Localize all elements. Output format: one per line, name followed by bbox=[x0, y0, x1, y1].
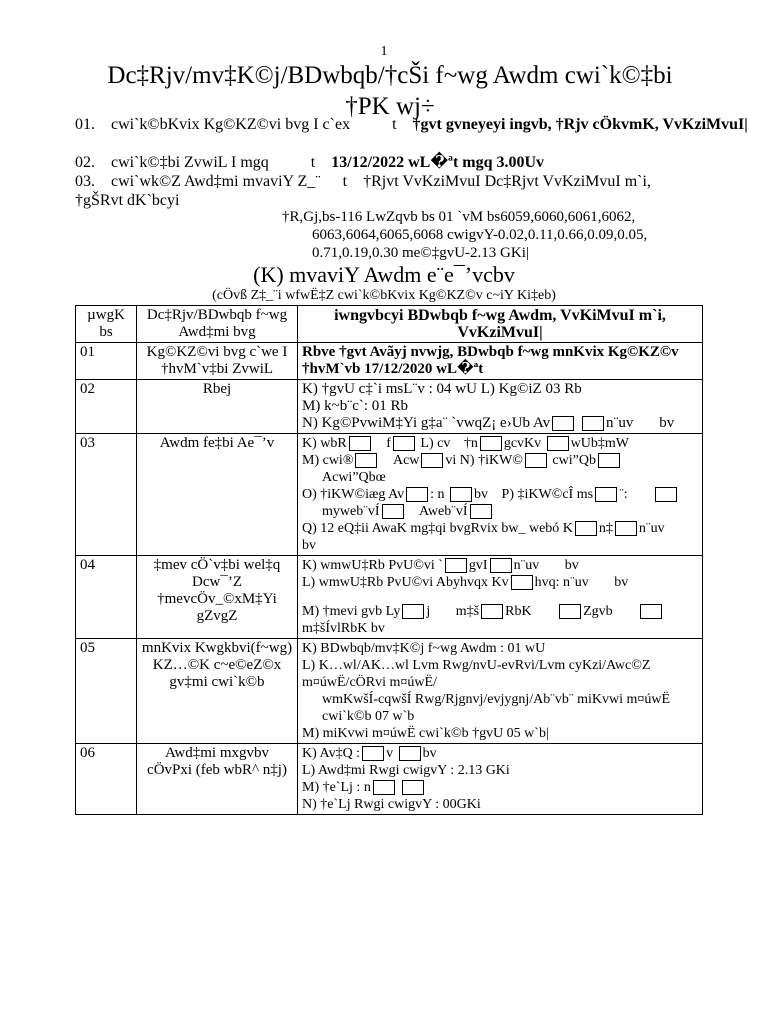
detail-line: †hvM`vb 17/12/2020 wL�ªt bbox=[302, 361, 484, 377]
checkbox[interactable] bbox=[470, 504, 492, 519]
table-header-row bbox=[76, 306, 703, 343]
checkbox[interactable] bbox=[373, 780, 395, 795]
detail-line: M) miKvwi m¤úwË cwi`k©b †gvU 05 w`b| bbox=[302, 726, 549, 741]
inspection-table bbox=[75, 305, 703, 815]
plot-info bbox=[282, 208, 647, 262]
checkbox[interactable] bbox=[399, 746, 421, 761]
table-row bbox=[76, 556, 703, 639]
table-row bbox=[76, 434, 703, 556]
item-value: †Rjvt VvKziMvuI Dc‡Rjvt VvKziMvuI m`i, †gŠRvt dK`bcyi bbox=[75, 173, 651, 209]
row-number: 03 bbox=[76, 434, 137, 556]
plot-line-3: 0.71,0.19,0.30 me©‡gvU-2.13 GKi| bbox=[312, 245, 529, 261]
info-item-2 bbox=[75, 153, 544, 172]
detail-line: K) †gvU c‡`i msL¨v : 04 wU L) Kg©iZ 03 Rb bbox=[302, 381, 582, 397]
info-item-1 bbox=[75, 115, 768, 134]
table-row bbox=[76, 744, 703, 815]
detail-line: Acwi”Qbœ bbox=[322, 470, 386, 485]
detail-line: M) †e`Lj : n bbox=[302, 779, 698, 796]
header-office: Dc‡Rjv/BDwbqb f~wg Awd‡mi bvg bbox=[137, 306, 298, 343]
row-details bbox=[298, 434, 703, 556]
checkbox[interactable] bbox=[393, 436, 415, 451]
item-number: 01. bbox=[75, 116, 95, 133]
detail-line: M) cwi® Acw vi N) †iKW© cwi”Qb bbox=[302, 452, 698, 469]
checkbox[interactable] bbox=[445, 558, 467, 573]
detail-line: K) Av‡Q : v bv bbox=[302, 746, 437, 761]
checkbox[interactable] bbox=[595, 487, 617, 502]
row-number: 02 bbox=[76, 380, 137, 434]
detail-line: M) k~b¨c`: 01 Rb bbox=[302, 398, 409, 414]
detail-line: K) BDwbqb/mv‡K©j f~wg Awdm : 01 wU bbox=[302, 641, 546, 656]
table-row bbox=[76, 639, 703, 744]
checkbox[interactable] bbox=[450, 487, 472, 502]
item-label: cwi`k©bKvix Kg©KZ©vi bvg I c`ex bbox=[111, 116, 351, 133]
checkbox[interactable] bbox=[362, 746, 384, 761]
item-label: cwi`k©‡bi ZvwiL I mgq bbox=[111, 154, 269, 171]
document-title bbox=[40, 60, 740, 122]
checkbox[interactable] bbox=[349, 436, 371, 451]
checkbox[interactable] bbox=[559, 604, 581, 619]
checkbox[interactable] bbox=[547, 436, 569, 451]
checkbox[interactable] bbox=[582, 416, 604, 431]
checkbox[interactable] bbox=[382, 504, 404, 519]
checkbox[interactable] bbox=[598, 453, 620, 468]
detail-line: L) Awd‡mi Rwgi cwigvY : 2.13 GKi bbox=[302, 763, 510, 778]
detail-line: wmKwšÍ-cqwšÍ Rwg/Rjgnvj/evjygnj/Ab¨vb¨ miKvwi m¤úwË cwi`k©b 07 w`b bbox=[322, 692, 671, 724]
row-details bbox=[298, 343, 703, 380]
title-line-1: Dc‡Rjv/mv‡K©j/BDwbqb/†cŠi f~wg Awdm cwi`k©‡bi bbox=[107, 62, 673, 89]
checkbox[interactable] bbox=[552, 416, 574, 431]
item-sep: t bbox=[310, 154, 316, 171]
checkbox[interactable] bbox=[575, 521, 597, 536]
detail-line: Q) 12 eQ‡ii AwaK mg‡qi bvgRvix bw_ webó K n‡ n¨uv bbox=[302, 521, 665, 536]
checkbox[interactable] bbox=[525, 453, 547, 468]
plot-line-2: 6063,6064,6065,6068 cwigvY-0.02,0.11,0.66,0.09,0.05, bbox=[312, 227, 648, 243]
detail-line: myweb¨vÍ Aweb¨vÍ bbox=[302, 503, 698, 520]
row-description: Rbej bbox=[137, 380, 298, 434]
row-details bbox=[298, 556, 703, 639]
checkbox[interactable] bbox=[490, 558, 512, 573]
item-number: 03. bbox=[75, 173, 95, 190]
checkbox[interactable] bbox=[640, 604, 662, 619]
checkbox[interactable] bbox=[421, 453, 443, 468]
checkbox[interactable] bbox=[481, 604, 503, 619]
detail-line: N) †e`Lj Rwgi cwigvY : 00GKi bbox=[302, 797, 481, 812]
detail-line: L) wmwU‡Rb PvU©vi Abyhvqx Kv hvq: n¨uv bv bbox=[302, 575, 629, 590]
row-description: Awdm fe‡bi Ae¯’v bbox=[137, 434, 298, 556]
item-number: 02. bbox=[75, 154, 95, 171]
detail-line: N) Kg©PvwiM‡Yi g‡a¨ `vwqZ¡ e›Ub Av n¨uv bv bbox=[302, 415, 675, 431]
item-sep: t bbox=[392, 116, 397, 133]
item-value: 13/12/2022 wL�ªt mgq 3.00Uv bbox=[331, 154, 545, 171]
page-number: 1 bbox=[380, 44, 388, 59]
item-sep: t bbox=[342, 173, 348, 190]
detail-line: m‡šÍvlRbK bv bbox=[302, 621, 385, 636]
plot-line-1: †R,Gj,bs-116 LwZqvb bs 01 `vM bs6059,6060,6061,6062, bbox=[282, 209, 636, 225]
item-label: cwi`wk©Z Awd‡mi mvaviY Z_¨ bbox=[111, 173, 321, 190]
row-number: 01 bbox=[76, 343, 137, 380]
info-item-3 bbox=[75, 172, 695, 210]
row-details bbox=[298, 639, 703, 744]
detail-line: Rbve †gvt Avãyj nvwjg, BDwbqb f~wg mnKvix Kg©KZ©v bbox=[302, 344, 679, 360]
checkbox[interactable] bbox=[615, 521, 637, 536]
checkbox[interactable] bbox=[655, 487, 677, 502]
detail-line: K) wbR f L) cv †n gcvKv wUb‡mW bbox=[302, 436, 629, 451]
detail-line: O) †iKW©iæg Av : n bv P) ‡iKW©cÎ ms ¨: bbox=[302, 486, 698, 503]
row-details bbox=[298, 744, 703, 815]
checkbox[interactable] bbox=[511, 575, 533, 590]
row-description: Awd‡mi mxgvbv cÖvPxi (feb wbR^ n‡j) bbox=[137, 744, 298, 815]
section-title: (K) mvaviY Awdm e¨e¯’vcbv bbox=[253, 262, 515, 287]
checkbox[interactable] bbox=[355, 453, 377, 468]
header-union-office: iwngvbcyi BDwbqb f~wg Awdm, VvKiMvuI m`i, VvKziMvuI| bbox=[298, 306, 703, 343]
table-row bbox=[76, 380, 703, 434]
row-number: 06 bbox=[76, 744, 137, 815]
checkbox[interactable] bbox=[480, 436, 502, 451]
row-description: Kg©KZ©vi bvg c`we I †hvM`v‡bi ZvwiL bbox=[137, 343, 298, 380]
detail-line: M) †mevi gvb Ly j m‡š RbK Zgvb bbox=[302, 603, 698, 620]
checkbox[interactable] bbox=[402, 604, 424, 619]
detail-line: bv bbox=[302, 538, 316, 553]
detail-line: L) K…wl/AK…wl Lvm Rwg/nvU-evRvi/Lvm cyKzi/Awc©Z m¤úwË/cÖRvi m¤úwË/ bbox=[302, 658, 651, 690]
detail-line: K) wmwU‡Rb PvU©vi ` gvI n¨uv bv bbox=[302, 558, 579, 573]
row-details bbox=[298, 380, 703, 434]
header-serial: µwgK bs bbox=[76, 306, 137, 343]
row-number: 04 bbox=[76, 556, 137, 639]
item-value: †gvt gvneyeyi ingvb, †Rjv cÖkvmK, VvKziMvuI| bbox=[412, 116, 748, 133]
table-row bbox=[76, 343, 703, 380]
checkbox[interactable] bbox=[406, 487, 428, 502]
section-subtitle: (cÖvß Z‡_¨i wfwË‡Z cwi`k©bKvix Kg©KZ©v c~iY Ki‡eb) bbox=[212, 288, 556, 303]
title-line-2: †PK wj÷ bbox=[345, 93, 435, 120]
row-number: 05 bbox=[76, 639, 137, 744]
checkbox[interactable] bbox=[402, 780, 424, 795]
row-description: ‡mev cÖ`v‡bi wel‡q Dcw¯’Z †mevcÖv_©xM‡Yi gZvgZ bbox=[137, 556, 298, 639]
row-description: mnKvix Kwgkbvi(f~wg) KZ…©K c~e©eZ©x gv‡mi cwi`k©b bbox=[137, 639, 298, 744]
